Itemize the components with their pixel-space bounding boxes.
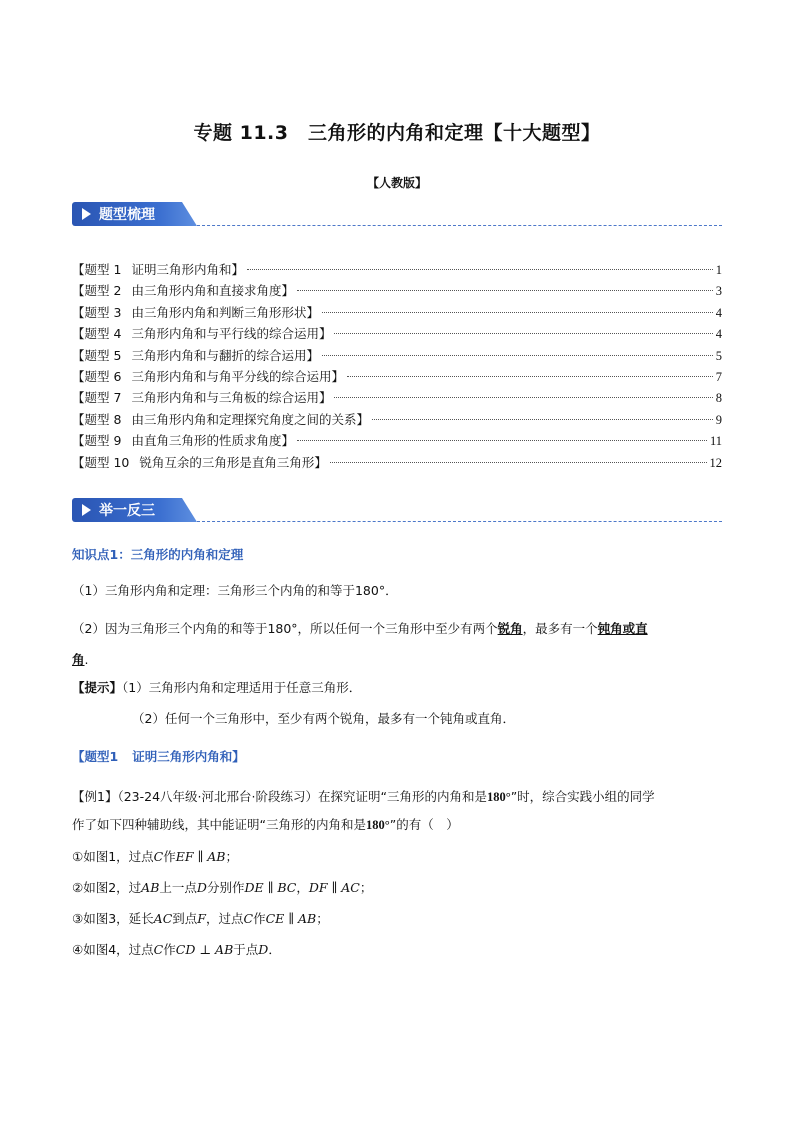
play-arrow-icon <box>82 208 91 220</box>
text-span: 上一点 <box>159 880 197 895</box>
example-statement <box>72 783 724 839</box>
toc-page: 7 <box>715 369 722 384</box>
math-expression: EF ∥ AB <box>175 849 226 864</box>
text-span: ③如图3，延长 <box>72 911 154 926</box>
toc-leader <box>334 333 712 334</box>
toc-leader <box>322 355 713 356</box>
toc-leader <box>247 269 713 270</box>
text-span: ； <box>225 849 239 864</box>
toc-page: 4 <box>715 305 722 320</box>
text-span: ”的有（ ） <box>389 817 459 832</box>
toc-title: 三角形内角和与平行线的综合运用】 <box>131 326 332 342</box>
text-span: 作 <box>163 942 176 957</box>
underlined-term: 钝角或直 <box>597 621 648 636</box>
text-span: ． <box>268 942 281 957</box>
text-span: . <box>84 652 89 667</box>
underlined-term: 角 <box>72 652 85 667</box>
toc-item[interactable] <box>72 452 722 473</box>
text-span: 作了如下四种辅助线，其中能证明“三角形的内角和是 <box>72 817 366 832</box>
toc-key: 【题型 2 <box>72 283 122 299</box>
text-span: ④如图4，过点 <box>72 942 154 957</box>
toc-leader <box>347 376 713 377</box>
type-key: 【题型1 <box>72 749 119 764</box>
math-symbol: D <box>196 880 207 895</box>
text-span: 分别作 <box>206 880 245 895</box>
toc-page: 4 <box>715 327 722 342</box>
toc-item[interactable] <box>72 280 722 301</box>
toc-item[interactable] <box>72 387 722 408</box>
option-3 <box>72 910 724 928</box>
math-expression: CE ∥ AB <box>265 911 317 926</box>
toc-leader <box>372 419 713 420</box>
toc-title: 三角形内角和与三角板的综合运用】 <box>131 390 332 406</box>
toc-leader <box>334 397 712 398</box>
math-symbol: D <box>258 942 269 957</box>
text-span: 作 <box>253 911 266 926</box>
text-span: 作 <box>163 849 176 864</box>
dashed-divider <box>197 225 722 226</box>
toc-key: 【题型 8 <box>72 411 122 427</box>
toc-page: 11 <box>709 434 722 449</box>
text-span: ， <box>296 880 309 895</box>
text-span: ①如图1，过点 <box>72 849 154 864</box>
text-span: 到点 <box>172 911 198 926</box>
text-span: ，最多有一个 <box>522 621 598 636</box>
math-symbol: C <box>243 911 254 926</box>
text-span: （2）因为三角形三个内角的和等于180°，所以任何一个三角形中至少有两个 <box>72 621 498 636</box>
toc-key: 【题型 3 <box>72 304 122 320</box>
section-banner-toc <box>72 202 722 226</box>
toc-leader <box>330 462 707 463</box>
text-span: 【例1】（23-24八年级·河北邢台·阶段练习）在探究证明“三角形的内角和是 <box>72 789 487 804</box>
text-span: ，过点 <box>205 911 244 926</box>
knowledge-point-title: 知识点1：三角形的内角和定理 <box>72 547 244 562</box>
toc-key: 【题型 10 <box>72 454 130 470</box>
edition-label: 【人教版】 <box>366 176 427 190</box>
knowledge-paragraph-1: （1）三角形内角和定理：三角形三个内角的和等于180°． <box>72 583 398 598</box>
option-2 <box>72 879 724 897</box>
toc-key: 【题型 5 <box>72 347 122 363</box>
option-1 <box>72 848 724 866</box>
toc-page: 1 <box>715 263 722 277</box>
text-span: ； <box>359 880 373 895</box>
math-symbol: AB <box>141 880 160 895</box>
toc-title: 证明三角形内角和】 <box>131 262 244 277</box>
text-span: ； <box>316 911 329 926</box>
math-symbol: C <box>153 849 164 864</box>
toc-leader <box>297 440 707 441</box>
toc-title: 由三角形内角和判断三角形形状】 <box>131 304 319 320</box>
text-span: ”时，综合实践小组的同学 <box>510 789 655 804</box>
math-expression: DF ∥ AC <box>308 880 360 895</box>
section-banner-practice <box>72 498 722 522</box>
text-span: 于点 <box>233 942 259 957</box>
section-label: 题型梳理 <box>99 207 155 223</box>
toc-title: 由直角三角形的性质求角度】 <box>131 433 294 449</box>
hint-label: 【提示】 <box>72 680 123 695</box>
option-4 <box>72 941 724 959</box>
toc-page: 8 <box>715 391 722 406</box>
math-symbol: AC <box>153 911 173 926</box>
math-expression: DE ∥ BC <box>244 880 297 895</box>
toc-key: 【题型 7 <box>72 390 122 406</box>
toc-title: 三角形内角和与角平分线的综合运用】 <box>131 368 344 384</box>
toc-title: 锐角互余的三角形是直角三角形】 <box>139 454 327 470</box>
toc-page: 9 <box>715 412 722 427</box>
toc-key: 【题型 9 <box>72 433 122 449</box>
toc-item[interactable] <box>72 259 722 280</box>
toc-page: 5 <box>715 348 722 363</box>
toc-item[interactable] <box>72 430 722 451</box>
toc-key: 【题型 1 <box>72 262 122 277</box>
toc-page: 12 <box>709 455 722 470</box>
knowledge-paragraph-2 <box>72 613 724 675</box>
degree-value: 180° <box>486 790 511 804</box>
hint-text: （1）三角形内角和定理适用于任意三角形． <box>122 680 362 695</box>
math-symbol: C <box>153 942 164 957</box>
toc-page: 3 <box>715 284 722 299</box>
type-heading <box>72 747 245 765</box>
math-symbol: F <box>197 911 206 926</box>
toc-leader <box>322 312 713 313</box>
toc-leader <box>297 290 713 291</box>
section-label: 举一反三 <box>99 503 155 519</box>
dashed-divider <box>197 521 722 522</box>
toc-item[interactable] <box>72 345 722 366</box>
degree-value: 180° <box>365 818 390 832</box>
toc-item[interactable] <box>72 302 722 323</box>
toc-title: 由三角形内角和定理探究角度之间的关系】 <box>131 411 369 427</box>
toc-item[interactable] <box>72 409 722 430</box>
hint-line-2: （2）任何一个三角形中，至少有两个锐角，最多有一个钝角或直角． <box>132 711 515 726</box>
toc-item[interactable] <box>72 323 722 344</box>
table-of-contents <box>72 259 722 473</box>
play-arrow-icon <box>82 504 91 516</box>
toc-title: 三角形内角和与翻折的综合运用】 <box>131 347 319 363</box>
type-title: 证明三角形内角和】 <box>132 749 245 764</box>
toc-key: 【题型 4 <box>72 326 122 342</box>
toc-title: 由三角形内角和直接求角度】 <box>131 283 294 299</box>
page-title: 专题 11.3 三角形的内角和定理【十大题型】 <box>193 122 601 144</box>
text-span: ②如图2，过 <box>72 880 142 895</box>
underlined-term: 锐角 <box>497 621 523 636</box>
math-expression: CD ⊥ AB <box>175 942 234 957</box>
toc-item[interactable] <box>72 366 722 387</box>
toc-key: 【题型 6 <box>72 368 122 384</box>
hint-line-1 <box>72 679 724 697</box>
